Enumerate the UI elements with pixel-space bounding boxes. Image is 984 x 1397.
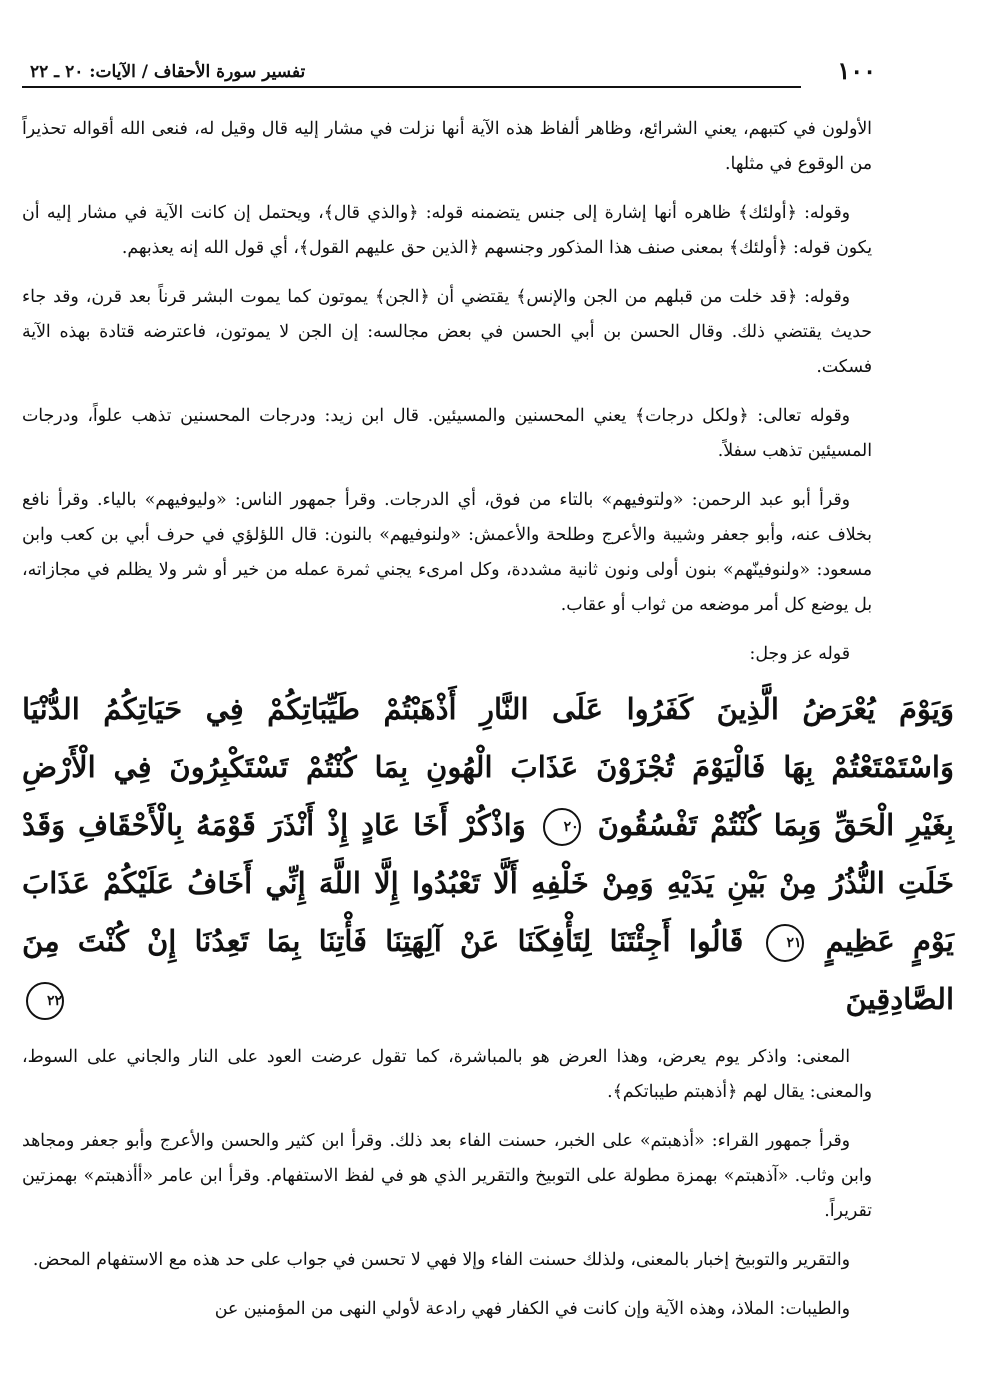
header-rule xyxy=(22,86,801,88)
paragraph: وقرأ أبو عبد الرحمن: «ولتوفيهم» بالتاء من فوق، أي الدرجات. وقرأ جمهور الناس: «وليوفيهم» بالياء. وقرأ نافع بخلاف عنه، وأبو جعفر وشيبة والأعرج وطلحة والأعمش: «ولنوفيهم» بالنون: قال اللؤلؤي في حرف أبي بن كعب وابن مسعود: «ولنوفينّهم» بنون أولى ونون ثانية مشددة، وكل امرىء يجني ثمرة عمله من خير أو شر ولا يظلم في مجازاته، بل يوضع كل أمر موضعه من ثواب أو عقاب. xyxy=(22,490,872,615)
paragraph: وقوله تعالى: ﴿ولكل درجات﴾ يعني المحسنين والمسيئين. قال ابن زيد: ودرجات المحسنين تذهب علواً، ودرجات المسيئين تذهب سفلاً. xyxy=(22,406,872,461)
paragraph: وقوله: ﴿أولئك﴾ ظاهره أنها إشارة إلى جنس يتضمنه قوله: ﴿والذي قال﴾، ويحتمل إن كانت الآية في مشار إليه أن يكون قوله: ﴿أولئك﴾ بمعنى صنف هذا المذكور وجنسهم ﴿الذين حق عليهم القول﴾، أي قول الله إنه يعذبهم. xyxy=(22,203,872,258)
verse-intro: قوله عز وجل: xyxy=(749,644,850,664)
verse-text: قَالُوا أَجِئْتَنَا لِتَأْفِكَنَا عَنْ آلِهَتِنَا فَأْتِنَا بِمَا تَعِدُنَا إِنْ كُنْتَ مِنَ الصَّادِقِينَ xyxy=(22,924,954,1016)
verse-number-marker: ٢٢ xyxy=(26,982,64,1020)
paragraph: المعنى: واذكر يوم يعرض، وهذا العرض هو بالمباشرة، كما تقول عرضت العود على النار والجاني على السوط، والمعنى: يقال لهم ﴿أذهبتم طيباتكم﴾. xyxy=(22,1047,872,1102)
running-title: تفسير سورة الأحقاف / الآيات: ٢٠ ـ ٢٢ xyxy=(22,62,307,82)
paragraph: والطيبات: الملاذ، وهذه الآية وإن كانت في الكفار فهي رادعة لأولي النهى من المؤمنين عن xyxy=(214,1299,850,1319)
verse-text: وَيَوْمَ يُعْرَضُ الَّذِينَ كَفَرُوا عَلَى النَّارِ أَذْهَبْتُمْ طَيِّبَاتِكُمْ فِي حَيَاتِكُمُ الدُّنْيَا وَاسْتَمْتَعْتُمْ بِهَا فَالْيَوْمَ تُجْزَوْنَ عَذَابَ الْهُونِ بِمَا كُنْتُمْ تَسْتَكْبِرُونَ فِي الْأَرْضِ بِغَيْرِ الْحَقِّ وَبِمَا كُنْتُمْ تَفْسُقُونَ xyxy=(22,692,954,842)
paragraph: وقرأ جمهور القراء: «أذهبتم» على الخبر، حسنت الفاء بعد ذلك. وقرأ ابن كثير والحسن والأعرج وأبو جعفر ومجاهد وابن وثاب. «آذهبتم» بهمزة مطولة على التوبيخ والتقرير الذي هو في لفظ الاستفهام. وقرأ ابن عامر «أأذهبتم» بهمزتين تقريراً. xyxy=(22,1131,872,1221)
verse-number-marker: ٢٠ xyxy=(543,808,581,846)
quran-verses xyxy=(22,680,954,1028)
verse-text: وَاذْكُرْ أَخَا عَادٍ إِذْ أَنْذَرَ قَوْمَهُ بِالْأَحْقَافِ وَقَدْ خَلَتِ النُّذُرُ مِنْ بَيْنِ يَدَيْهِ وَمِنْ خَلْفِهِ أَلَّا تَعْبُدُوا إِلَّا اللَّهَ إِنِّي أَخَافُ عَلَيْكُمْ عَذَابَ يَوْمٍ عَظِيمٍ xyxy=(22,808,954,958)
page-header xyxy=(22,58,876,92)
verse-number-marker: ٢١ xyxy=(766,924,804,962)
page-body xyxy=(22,112,954,1341)
paragraph: والتقرير والتوبيخ إخبار بالمعنى، ولذلك حسنت الفاء وإلا فهي لا تحسن في جواب على حد هذه مع الاستفهام المحض. xyxy=(32,1250,850,1270)
page-number: ١٠٠ xyxy=(837,56,876,85)
paragraph: الأولون في كتبهم، يعني الشرائع، وظاهر ألفاظ هذه الآية أنها نزلت في مشار إليه قال وقيل له، فنعى الله أقواله تحذيراً من الوقوع في مثلها. xyxy=(22,119,872,174)
paragraph: وقوله: ﴿قد خلت من قبلهم من الجن والإنس﴾ يقتضي أن ﴿الجن﴾ يموتون كما يموت البشر قرناً بعد قرن، وقد جاء حديث يقتضي ذلك. وقال الحسن بن أبي الحسن في بعض مجالسه: إن الجن لا يموتون، فاعترضه قتادة بهذه الآية فسكت. xyxy=(22,287,872,377)
